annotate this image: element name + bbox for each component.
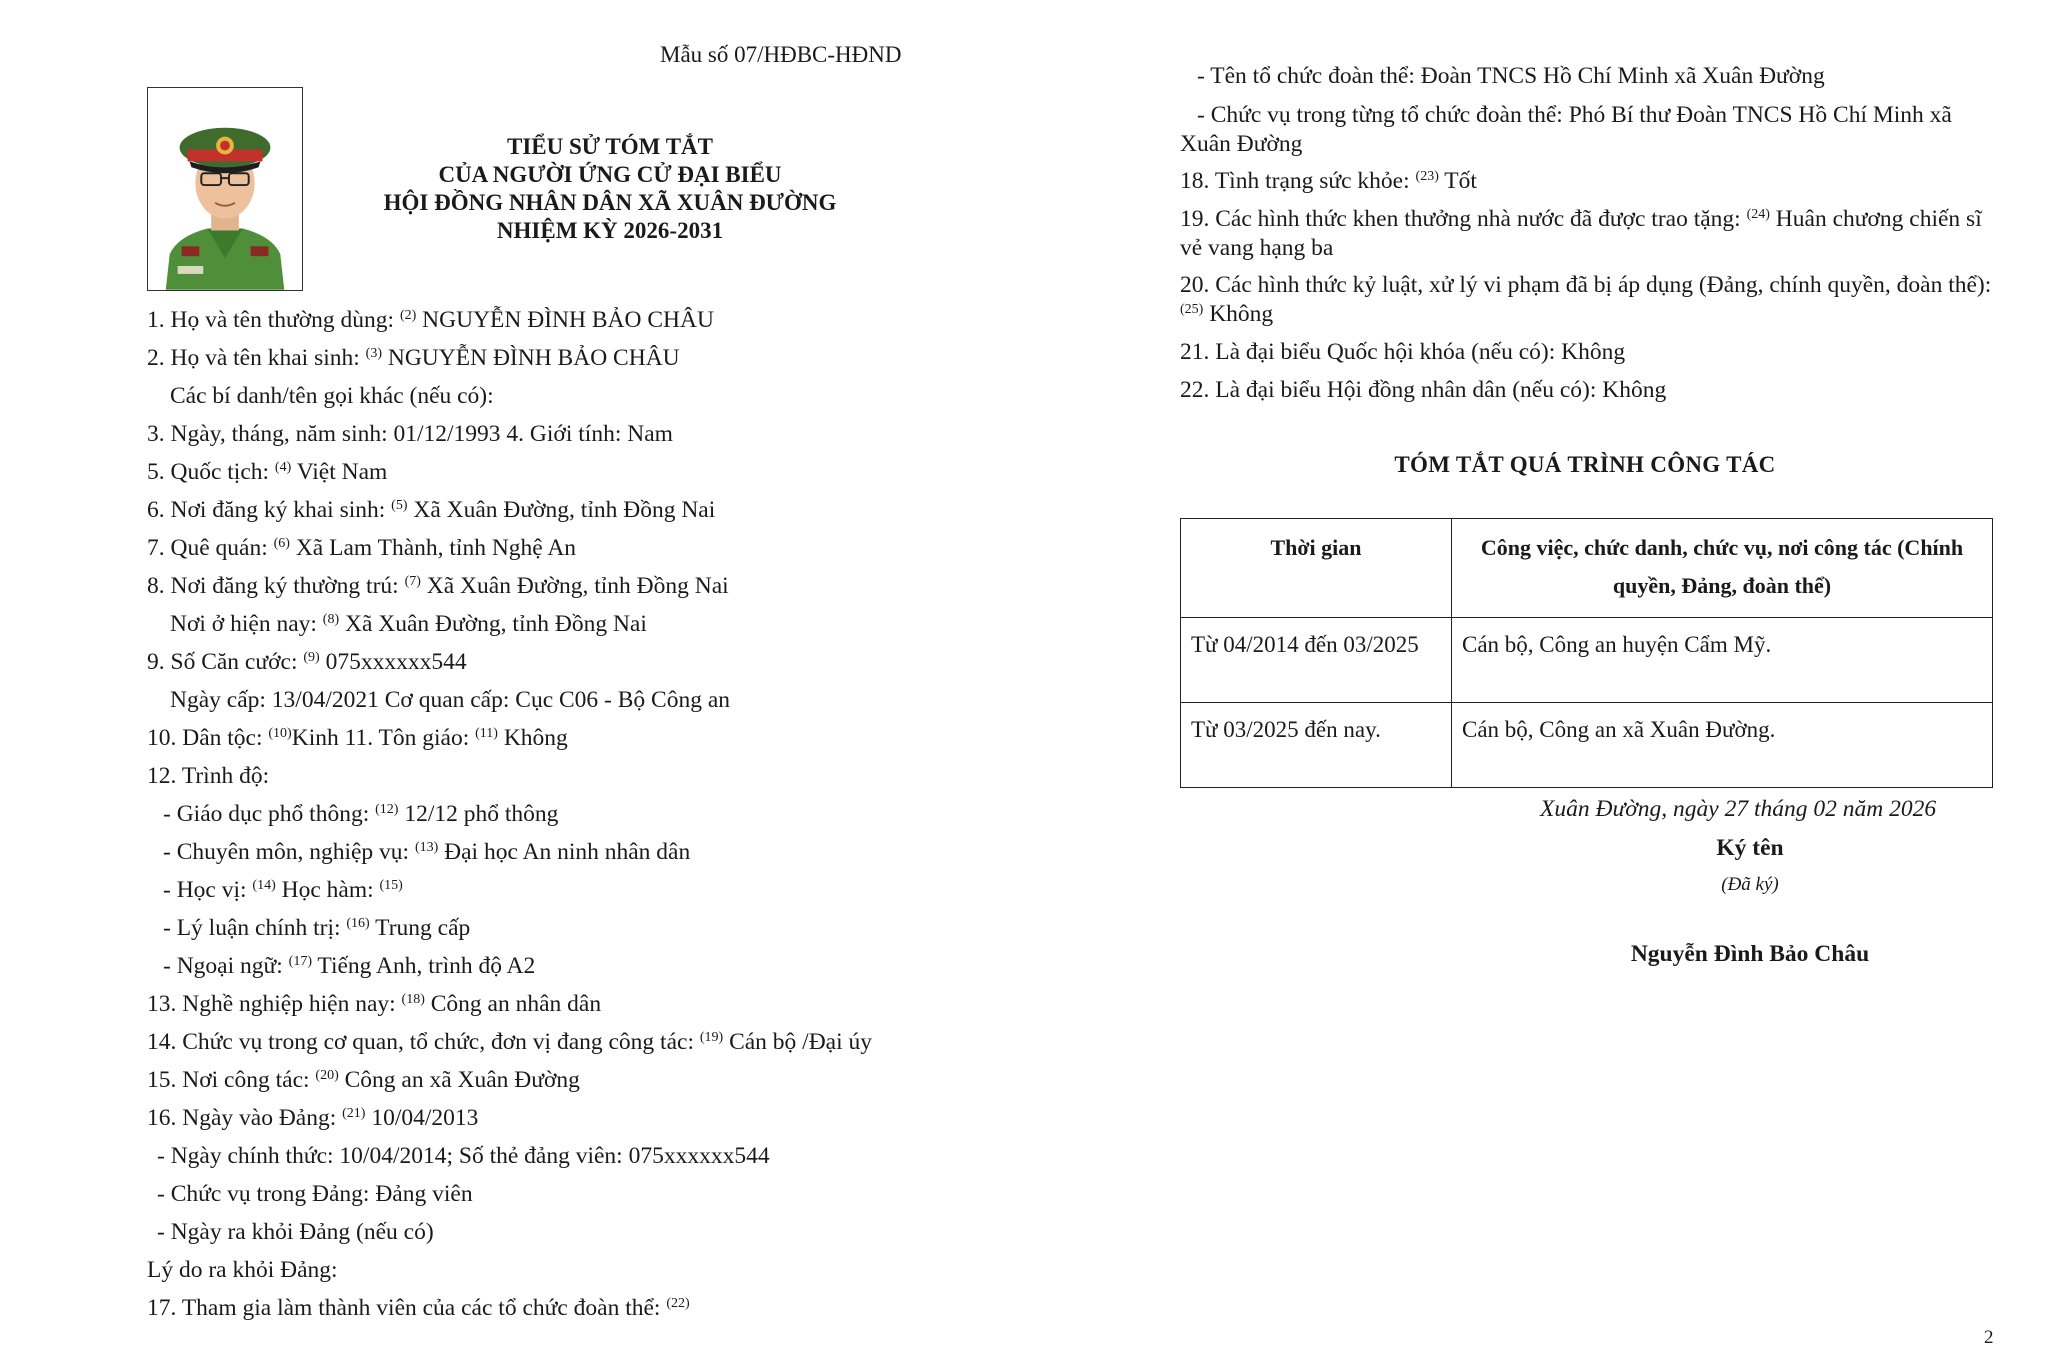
- form-number: Mẫu số 07/HĐBC-HĐND: [660, 42, 902, 67]
- signer-name: Nguyễn Đình Bảo Châu: [1630, 941, 1870, 967]
- field-birth-registration: 6. Nơi đăng ký khai sinh: $^{(5)}$ Xã Xuân Đường, tỉnh Đồng Nai: [147, 497, 716, 523]
- document-title: [340, 133, 880, 245]
- field-birth-name: 2. Họ và tên khai sinh: $^{(3)}$ NGUYỄN ĐÌNH BẢO CHÂU: [147, 345, 680, 371]
- field-position: 14. Chức vụ trong cơ quan, tổ chức, đơn vị đang công tác: $^{(19)}$ Cán bộ /Đại úy: [147, 1029, 873, 1055]
- header-time: Thời gian: [1181, 519, 1452, 618]
- signature-place-date: Xuân Đường, ngày 27 tháng 02 năm 2026: [1540, 796, 1937, 822]
- field-permanent-residence: 8. Nơi đăng ký thường trú: $^{(7)}$ Xã Xuân Đường, tỉnh Đồng Nai: [147, 573, 729, 599]
- table-header-row: [1181, 519, 1993, 618]
- title-line-3: HỘI ĐỒNG NHÂN DÂN XÃ XUÂN ĐƯỜNG: [383, 190, 837, 215]
- field-professional-training: - Chuyên môn, nghiệp vụ: $^{(13)}$ Đại học An ninh nhân dân: [163, 839, 691, 865]
- field-ethnicity-religion: 10. Dân tộc: $^{(10)}$Kinh 11. Tôn giáo: $^{(11)}$ Không: [147, 725, 568, 751]
- work-history-table: [1180, 518, 1993, 788]
- field-discipline: 20. Các hình thức kỷ luật, xử lý vi phạm đã bị áp dụng (Đảng, chính quyền, đoàn thể):: [1180, 272, 1992, 298]
- field-id-issue: Ngày cấp: 13/04/2021 Cơ quan cấp: Cục C06 - Bộ Công an: [170, 687, 731, 713]
- field-education-heading: 12. Trình độ:: [147, 763, 270, 789]
- field-degree-title: - Học vị: $^{(14)}$ Học hàm: $^{(15)}$: [163, 877, 403, 903]
- table-row: [1181, 618, 1993, 703]
- work-summary-title: TÓM TẮT QUÁ TRÌNH CÔNG TÁC: [1394, 452, 1776, 477]
- signature-label: Ký tên: [1716, 835, 1784, 861]
- field-organizations: 17. Tham gia làm thành viên của các tổ chức đoàn thể: $^{(22)}$: [147, 1295, 690, 1321]
- header-job: Công việc, chức danh, chức vụ, nơi công tác (Chính quyền, Đảng, đoàn thể): [1452, 519, 1993, 618]
- cell-period: Từ 03/2025 đến nay.: [1181, 703, 1452, 788]
- field-national-assembly: 21. Là đại biểu Quốc hội khóa (nếu có): Không: [1180, 339, 1626, 365]
- cell-period: Từ 04/2014 đến 03/2025: [1181, 618, 1452, 703]
- officer-portrait-image: [148, 88, 302, 290]
- title-line-1: TIỂU SỬ TÓM TẮT: [507, 134, 713, 159]
- field-awards-cont: vẻ vang hạng ba: [1180, 235, 1334, 261]
- field-dob-gender: 3. Ngày, tháng, năm sinh: 01/12/1993 4. Giới tính: Nam: [147, 421, 673, 447]
- title-line-4: NHIỆM KỲ 2026-2031: [496, 218, 724, 243]
- field-nationality: 5. Quốc tịch: $^{(4)}$ Việt Nam: [147, 459, 388, 485]
- page-number: 2: [1984, 1327, 1994, 1348]
- field-common-name: 1. Họ và tên thường dùng: $^{(2)}$ NGUYỄN ĐÌNH BẢO CHÂU: [147, 307, 714, 333]
- field-peoples-council: 22. Là đại biểu Hội đồng nhân dân (nếu có): Không: [1180, 377, 1667, 403]
- table-row: [1181, 703, 1993, 788]
- field-organization-position: - Chức vụ trong từng tổ chức đoàn thể: Phó Bí thư Đoàn TNCS Hồ Chí Minh xã: [1197, 102, 1952, 128]
- cell-role: Cán bộ, Công an xã Xuân Đường.: [1452, 703, 1993, 788]
- field-political-theory: - Lý luận chính trị: $^{(16)}$ Trung cấp: [163, 915, 471, 941]
- field-current-residence: Nơi ở hiện nay: $^{(8)}$ Xã Xuân Đường, tỉnh Đồng Nai: [170, 611, 647, 637]
- portrait-photo: [147, 87, 303, 291]
- cell-role: Cán bộ, Công an huyện Cẩm Mỹ.: [1452, 618, 1993, 703]
- field-awards: 19. Các hình thức khen thưởng nhà nước đã được trao tặng: $^{(24)}$ Huân chương chiến sĩ: [1180, 206, 1982, 232]
- field-occupation: 13. Nghề nghiệp hiện nay: $^{(18)}$ Công an nhân dân: [147, 991, 602, 1017]
- field-id-number: 9. Số Căn cước: $^{(9)}$ 075xxxxxx544: [147, 649, 467, 675]
- field-organization-name: - Tên tổ chức đoàn thể: Đoàn TNCS Hồ Chí Minh xã Xuân Đường: [1197, 63, 1825, 89]
- field-discipline-cont: $^{(25)}$ Không: [1180, 301, 1274, 327]
- signature-note: (Đã ký): [1721, 874, 1779, 895]
- field-workplace: 15. Nơi công tác: $^{(20)}$ Công an xã Xuân Đường: [147, 1067, 580, 1093]
- field-party-join-date: 16. Ngày vào Đảng: $^{(21)}$ 10/04/2013: [147, 1105, 479, 1131]
- field-party-leave-reason: Lý do ra khỏi Đảng:: [147, 1257, 338, 1283]
- field-organization-position-cont: Xuân Đường: [1180, 131, 1303, 157]
- field-party-position: - Chức vụ trong Đảng: Đảng viên: [157, 1181, 473, 1207]
- field-aliases: Các bí danh/tên gọi khác (nếu có):: [170, 383, 494, 409]
- title-line-2: CỦA NGƯỜI ỨNG CỬ ĐẠI BIỂU: [438, 162, 782, 187]
- field-foreign-language: - Ngoại ngữ: $^{(17)}$ Tiếng Anh, trình độ A2: [163, 953, 536, 979]
- field-health: 18. Tình trạng sức khỏe: $^{(23)}$ Tốt: [1180, 168, 1477, 194]
- field-general-education: - Giáo dục phổ thông: $^{(12)}$ 12/12 phổ thông: [163, 801, 559, 827]
- field-party-official-date: - Ngày chính thức: 10/04/2014; Số thẻ đảng viên: 075xxxxxx544: [157, 1143, 770, 1169]
- field-hometown: 7. Quê quán: $^{(6)}$ Xã Lam Thành, tỉnh Nghệ An: [147, 535, 577, 561]
- field-party-leave-date: - Ngày ra khỏi Đảng (nếu có): [157, 1219, 434, 1245]
